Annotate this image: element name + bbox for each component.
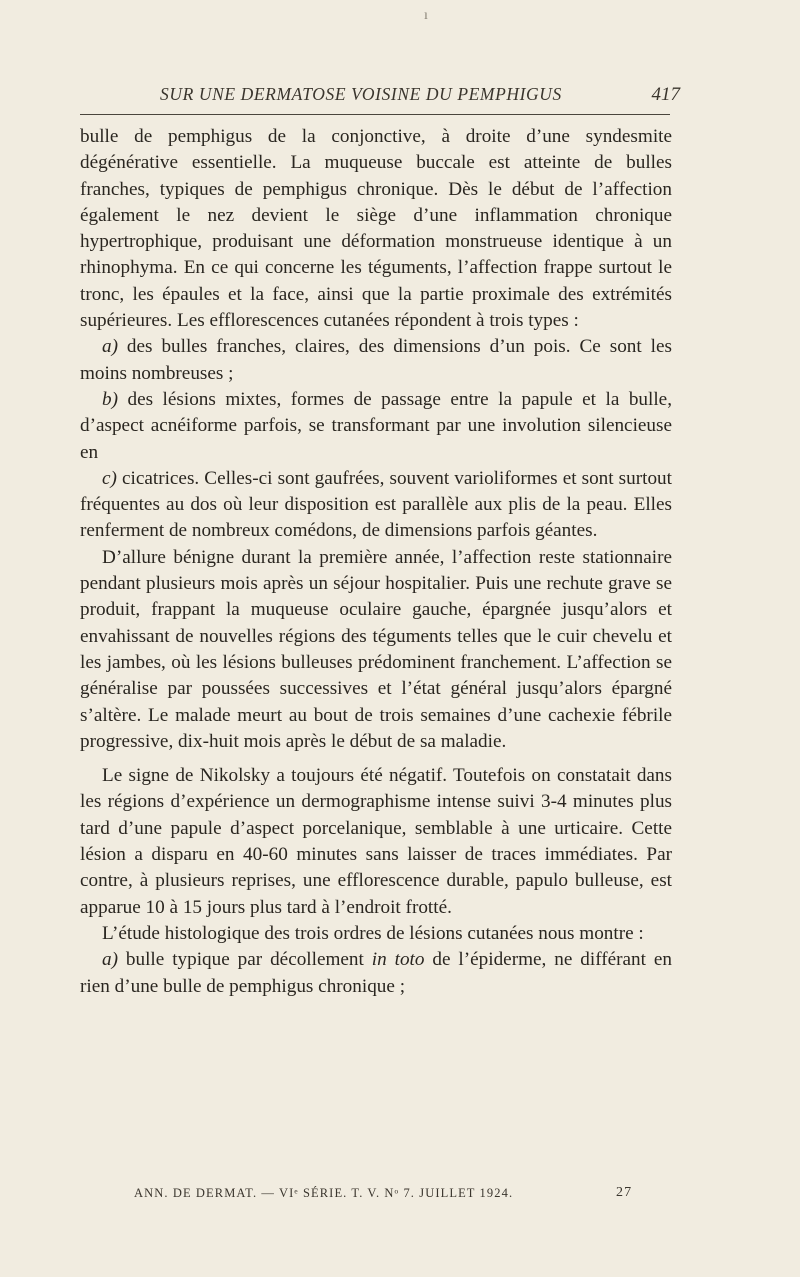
header-rule	[80, 114, 670, 115]
paragraph-continuation: bulle de pemphigus de la conjonctive, à droite d’une syndesmite dégénérative essentielle. La muqueuse buccale est atteinte de bulles franches, typiques de pemphigus chronique. Dès le début de l’affection également le nez devient le siège d’une inflammation chronique hypertrophique, produisant une déformation monstrueuse identique à un rhinophyma. En ce qui concerne les téguments, l’affection frappe surtout le tronc, les épaules et la face, ainsi que la partie proximale des extrémités supérieures. Les efflorescences cutanées répondent à trois types :	[80, 126, 672, 332]
paragraph-nikolsky-sign: Le signe de Nikolsky a toujours été négatif. Toutefois on constatait dans les régions d’expérience un dermographisme intense suivi 3-4 minutes plus tard d’une papule d’aspect porcelanique, semblable à une urticaire. Cette lésion a disparu en 40-60 minutes sans laisser de traces immédiates. Par contre, à plusieurs reprises, une efflorescence durable, papulo bulleuse, est apparue 10 à 15 jours plus tard à l’endroit frotté.	[80, 765, 672, 918]
histology-text-a-italic: in toto	[371, 949, 425, 971]
list-text-b: des lésions mixtes, formes de passage entre la papule et la bulle, d’aspect acnéiforme parfois, se transformant par une involution silencieuse en	[80, 388, 672, 463]
histology-text-a-start: bulle typique par décollement	[117, 949, 372, 971]
journal-citation: ANN. DE DERMAT. — VIᵉ SÉRIE. T. V. Nᵒ 7. JUILLET 1924.	[134, 1186, 514, 1200]
list-text-c: cicatrices. Celles-ci sont gaufrées, souvent varioliformes et sont surtout fréquentes au dos où leur disposition est parallèle aux plis de la peau. Elles renferment de nombreux comédons, de dimensions parfois géantes.	[80, 467, 672, 542]
paragraph-clinical-course: D’allure bénigne durant la première année, l’affection reste stationnaire pendant plusieurs mois après un séjour hospitalier. Puis une rechute grave se produit, frappant la muqueuse oculaire gauche, épargnée jusqu’alors et envahissant de nouvelles régions des téguments telles que le cuir chevelu et les jambes, où les lésions bulleuses prédominent franchement. L’affection se généralise par poussées successives et l’état général jusqu’alors épargné s’altère. Le malade meurt au bout de trois semaines d’une cachexie fébrile progressive, dix-huit mois après le début de sa maladie.	[80, 546, 672, 752]
list-marker-c: c)	[102, 467, 117, 489]
page-number: 417	[651, 84, 680, 105]
article-body	[80, 124, 672, 1000]
list-text-a: des bulles franches, claires, des dimensions d’un pois. Ce sont les moins nombreuses ;	[80, 336, 672, 384]
page-footer	[80, 1186, 680, 1208]
histology-item-a	[80, 947, 672, 1000]
running-title: SUR UNE DERMATOSE VOISINE DU PEMPHIGUS	[160, 84, 562, 104]
signature-number: 27	[616, 1185, 633, 1200]
running-head	[80, 84, 680, 110]
paragraph-histology-intro: L’étude histologique des trois ordres de lésions cutanées nous montre :	[102, 922, 644, 944]
list-item-c	[80, 466, 672, 545]
page-mark: ı	[424, 8, 428, 23]
list-marker-a: a)	[102, 336, 118, 358]
list-marker-b: b)	[102, 388, 118, 410]
histology-text-a-end: de l’épiderme, ne différant en rien d’une bulle de pemphigus chronique ;	[80, 949, 672, 997]
histology-marker-a: a)	[102, 949, 118, 971]
list-item-a	[80, 334, 672, 387]
list-item-b	[80, 387, 672, 466]
